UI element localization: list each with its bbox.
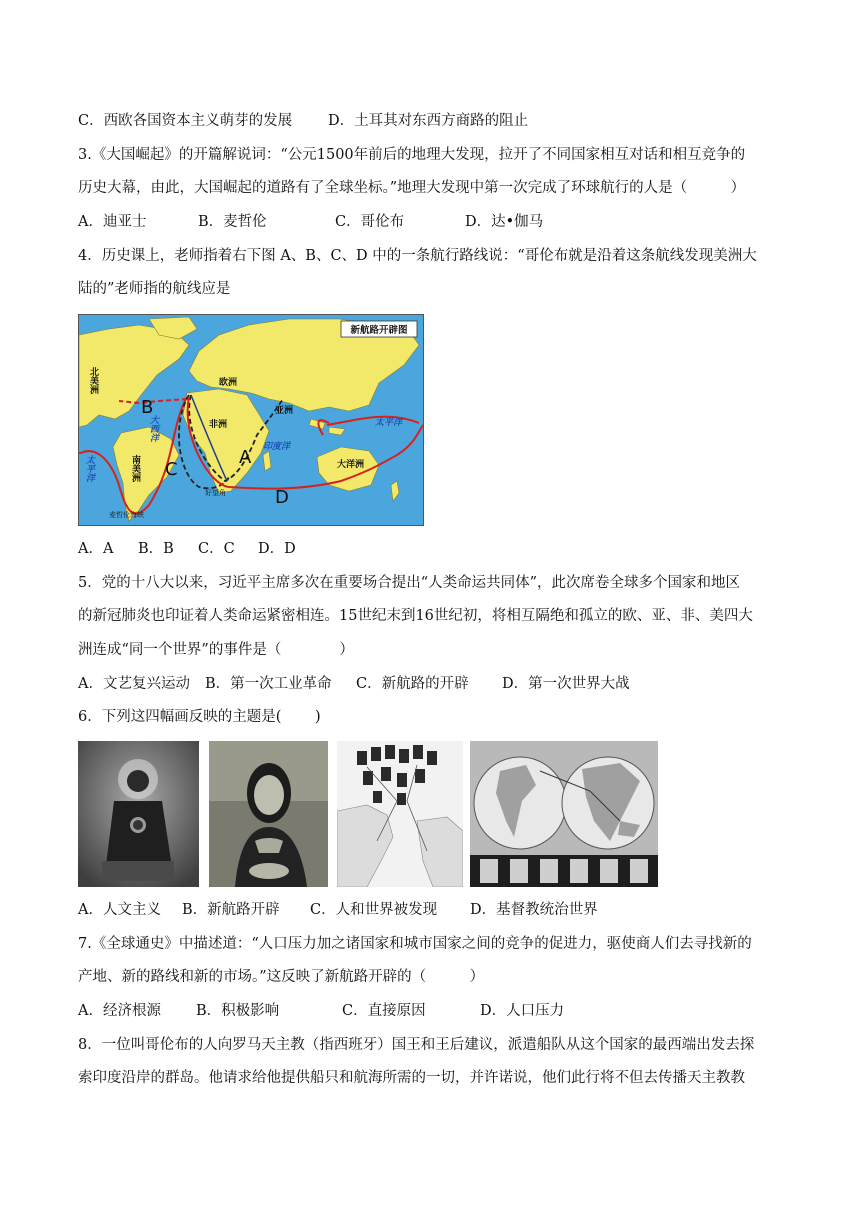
q7-option-a: A．经济根源 (78, 1003, 161, 1019)
world-hemispheres-picture (470, 741, 658, 887)
q6-option-c: C．人和世界被发现 (310, 902, 438, 918)
label-asia: 亚洲 (275, 406, 294, 416)
q5-option-c: C．新航路的开辟 (356, 676, 469, 692)
q5-stem-line1: 5．党的十八大以来，习近平主席多次在重要场合提出“人类命运共同体”，此次席卷全球多个国家和地区 (78, 575, 741, 591)
q6-option-b: B．新航路开辟 (182, 902, 280, 918)
label-south-america: 南美洲 (130, 455, 140, 482)
q5-option-b: B．第一次工业革命 (205, 676, 332, 692)
label-indian: 印度洋 (263, 442, 291, 452)
ships-map-picture (337, 741, 463, 887)
q2-option-c: C．西欧各国资本主义萌芽的发展 (78, 113, 293, 129)
route-label-b: B (141, 397, 154, 418)
q5-option-a: A．文艺复兴运动 (78, 676, 190, 692)
madonna-mosaic-picture (78, 741, 199, 887)
q3-stem-line1: 3.《大国崛起》的开篇解说词：“公元1500年前后的地理大发现，拉开了不同国家相互对话和相互竞争的 (78, 147, 746, 163)
label-north-america: 北美洲 (88, 367, 98, 394)
q7-stem-line1: 7.《全球通史》中描述道：“人口压力加之诸国家和城市国家之间的竞争的促进力，驱使商人们去寻找新的 (78, 936, 752, 952)
label-pacific-east: 太平洋 (375, 418, 403, 428)
q3-option-d: D．达•伽马 (465, 214, 544, 230)
q6-stem: 6．下列这四幅画反映的主题是( ) (78, 709, 321, 725)
label-cape-good-hope: 好望角 (205, 489, 226, 497)
new-routes-map (78, 314, 424, 526)
q6-option-a: A．人文主义 (78, 902, 161, 918)
route-label-c: C (165, 459, 178, 480)
q6-option-d: D．基督教统治世界 (470, 902, 598, 918)
q5-stem-line3: 洲连成“同一个世界”的事件是（ ） (78, 642, 354, 658)
label-atlantic: 大西洋 (148, 415, 158, 442)
q3-option-a: A．迪亚士 (78, 214, 147, 230)
label-africa: 非洲 (209, 420, 228, 430)
q3-stem-line2: 历史大幕，由此，大国崛起的道路有了全球坐标。”地理大发现中第一次完成了环球航行的人是（ ） (78, 180, 746, 196)
q8-stem-line1: 8．一位叫哥伦布的人向罗马天主教（指西班牙）国王和王后建议，派遣船队从这个国家的最西端出发去探 (78, 1037, 755, 1053)
mona-lisa-picture (209, 741, 328, 887)
q4-option-a: A．A (78, 541, 114, 557)
label-oceania: 大洋洲 (337, 460, 365, 470)
q4-option-c: C．C (198, 541, 235, 557)
label-pacific-west: 太平洋 (84, 455, 94, 482)
q7-option-b: B．积极影响 (196, 1003, 280, 1019)
map-title: 新航路开辟图 (350, 325, 408, 336)
q5-option-d: D．第一次世界大战 (502, 676, 630, 692)
q3-option-b: B．麦哲伦 (198, 214, 267, 230)
q4-stem-line1: 4．历史课上，老师指着右下图 A、B、C、D 中的一条航行路线说：“哥伦布就是沿着这条航线发现美洲大 (78, 248, 757, 264)
label-magellan-strait: 麦哲伦海峡 (109, 511, 144, 519)
q7-stem-line2: 产地、新的路线和新的市场。”这反映了新航路开辟的（ ） (78, 969, 485, 985)
q3-option-c: C．哥伦布 (335, 214, 405, 230)
q7-option-c: C．直接原因 (342, 1003, 426, 1019)
route-label-a: A (239, 447, 252, 468)
route-label-d: D (275, 487, 289, 508)
label-europe: 欧洲 (219, 378, 238, 388)
q7-option-d: D．人口压力 (480, 1003, 565, 1019)
q5-stem-line2: 的新冠肺炎也印证着人类命运紧密相连。15世纪末到16世纪初，将相互隔绝和孤立的欧、亚、非、美四大 (78, 608, 753, 624)
q2-option-d: D．土耳其对东西方商路的阻止 (328, 113, 529, 129)
q4-option-b: B．B (138, 541, 174, 557)
q4-option-d: D．D (258, 541, 296, 557)
q8-stem-line2: 索印度沿岸的群岛。他请求给他提供船只和航海所需的一切，并许诺说，他们此行将不但去传播天主教教 (78, 1070, 745, 1086)
q4-stem-line2: 陆的”老师指的航线应是 (78, 281, 231, 297)
